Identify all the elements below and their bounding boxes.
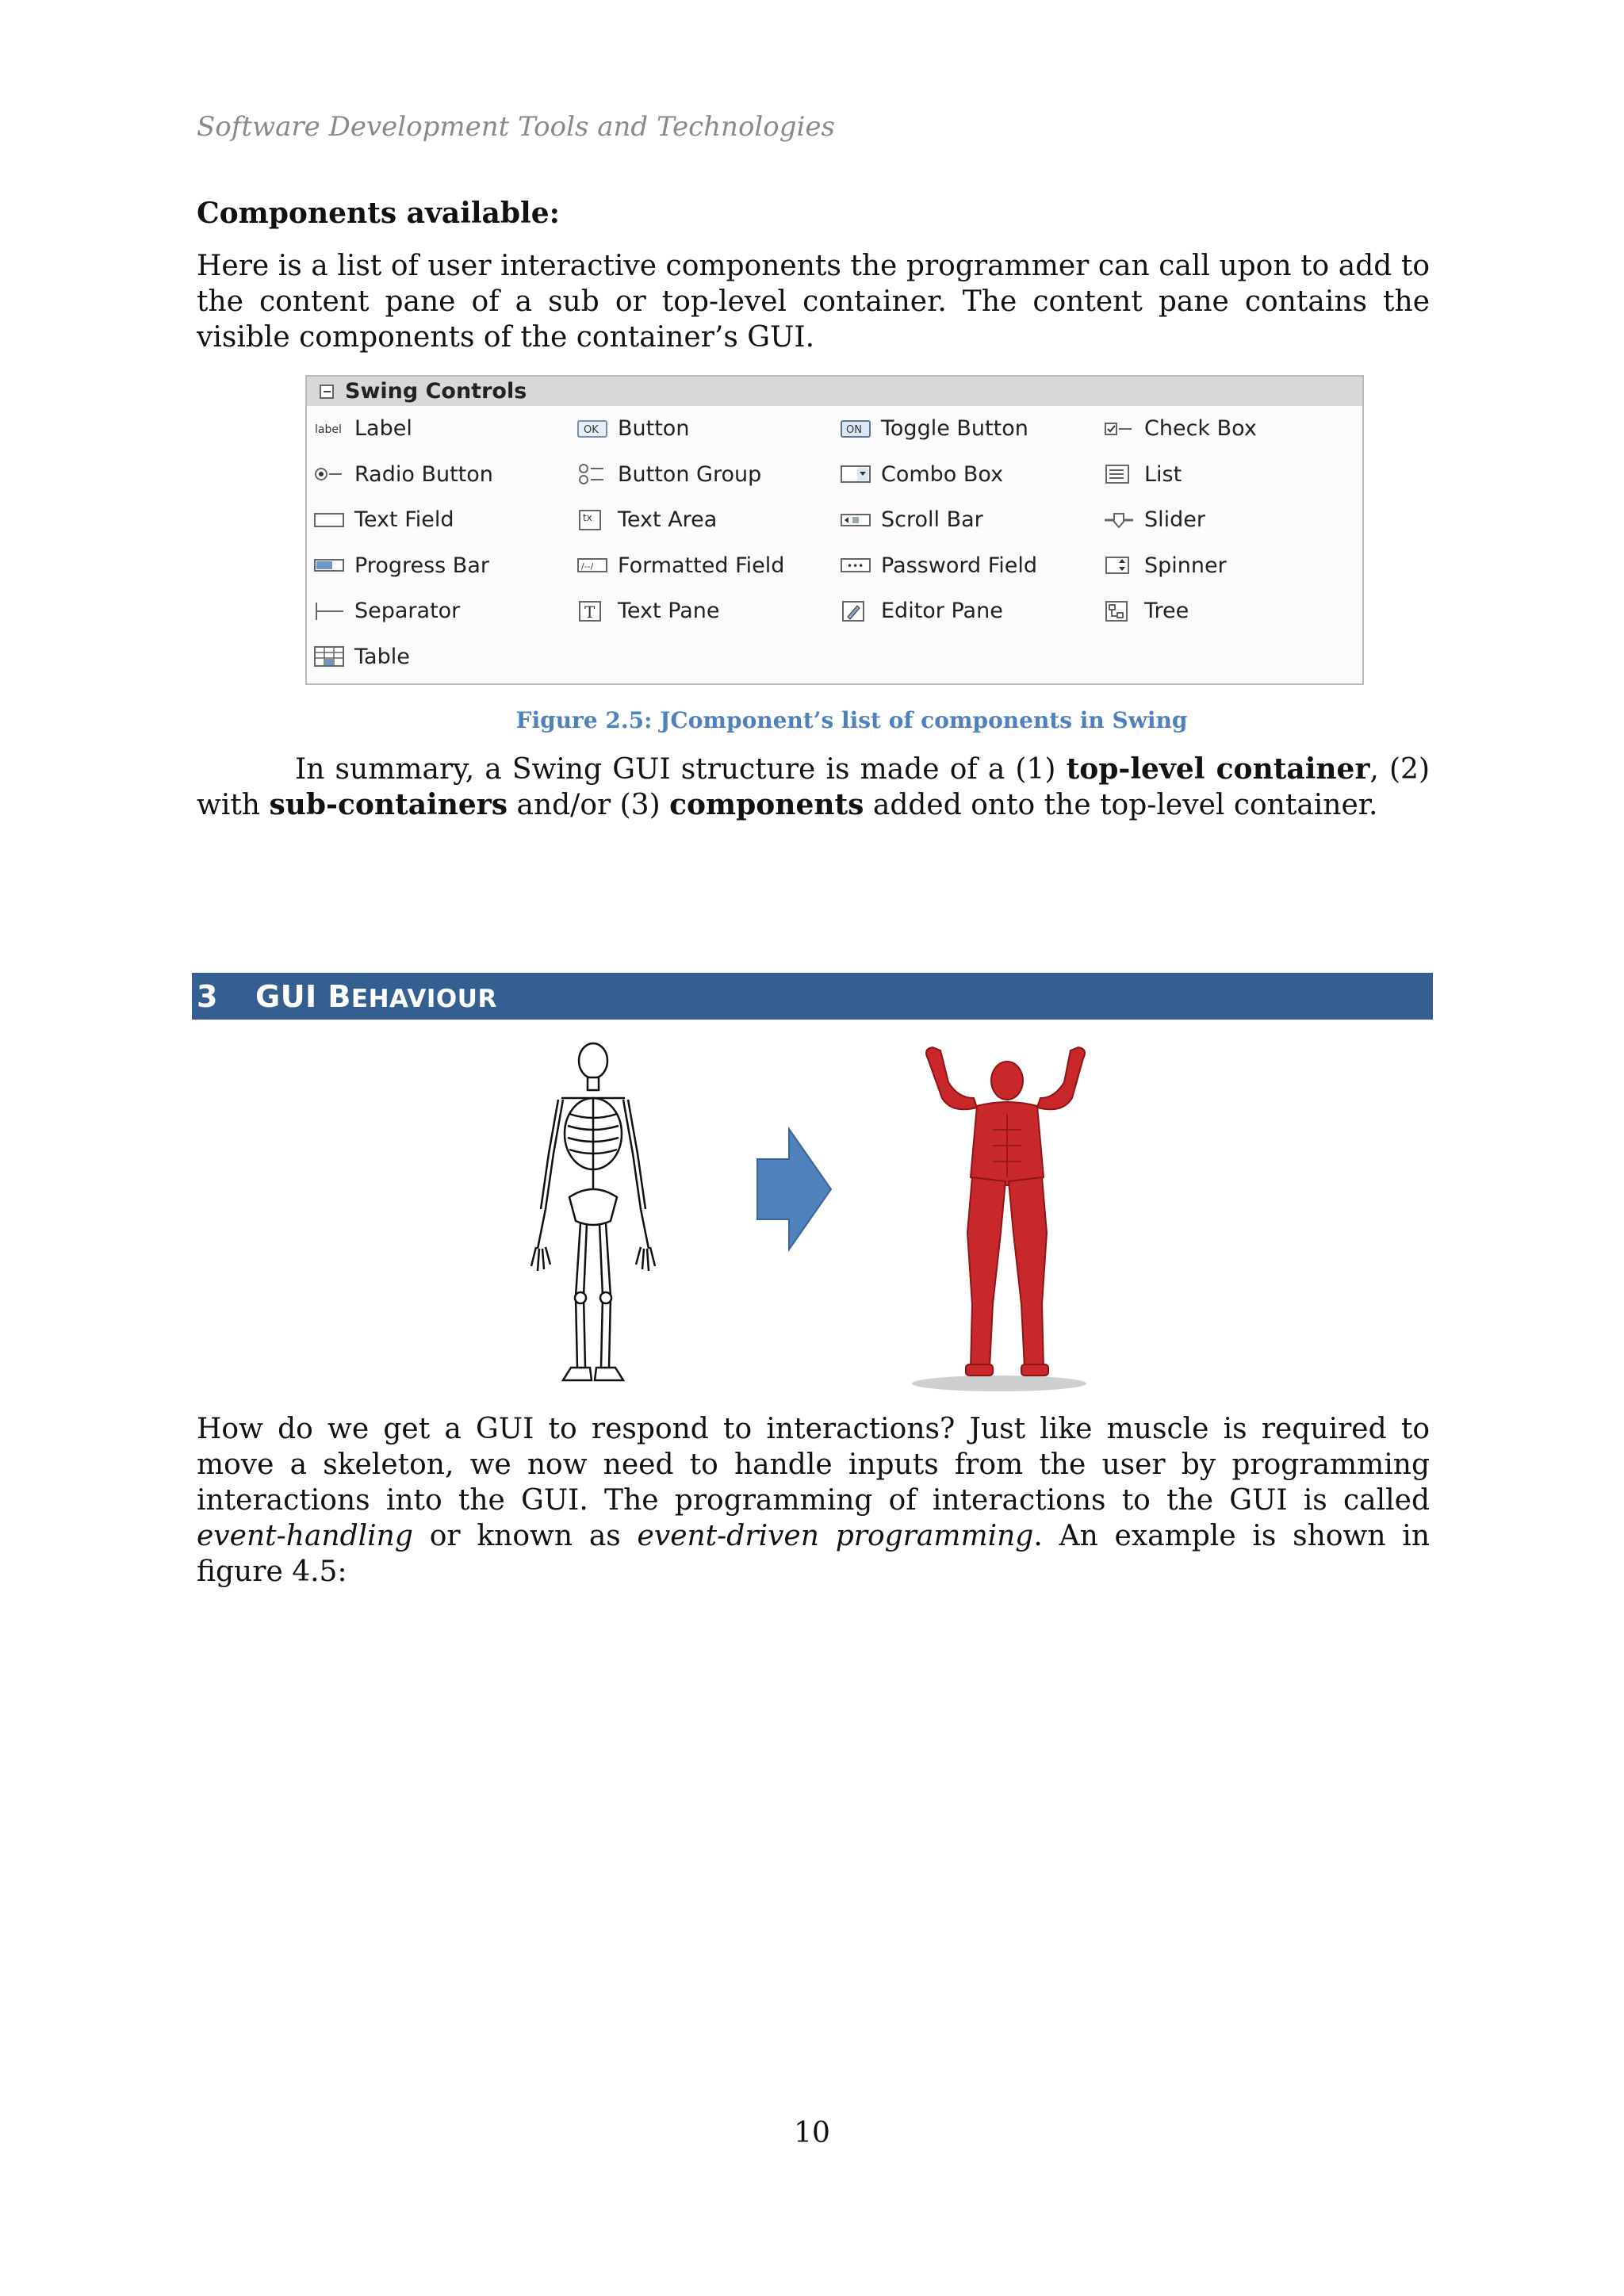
palette-item-label: Spinner	[1144, 553, 1227, 578]
palette-item-combo-box[interactable]	[840, 452, 1103, 498]
combo-box-icon	[840, 464, 871, 484]
svg-text:label: label	[315, 423, 342, 436]
palette-item-label: Table	[354, 644, 410, 669]
chapter-number: 3	[197, 978, 218, 1014]
page-number: 10	[794, 2117, 830, 2149]
radio-button-icon	[313, 464, 345, 484]
svg-text:ON: ON	[846, 423, 862, 436]
figure-caption: Figure 2.5: JComponent’s list of components in Swing	[515, 707, 1188, 733]
palette-item-label: Formatted Field	[618, 553, 785, 578]
palette-item-progress-bar[interactable]	[313, 543, 576, 589]
palette-item-label: Radio Button	[354, 461, 493, 487]
palette-item-label: Slider	[1144, 507, 1205, 533]
chapter-heading-bar	[192, 973, 1433, 1020]
separator-icon	[313, 601, 345, 622]
palette-item-tree[interactable]	[1103, 588, 1366, 634]
palette-item-text-pane[interactable]	[576, 588, 840, 634]
palette-item-label[interactable]	[313, 406, 576, 452]
palette-item-slider[interactable]	[1103, 497, 1366, 543]
event-handling-paragraph: How do we get a GUI to respond to interactions? Just like muscle is required to move a skeleton, we now need to handle inputs from the user by programming interactions into the GUI. The programming of interactions to the GUI is called event-handling or known as event-driven programming. An example is shown in figure 4.5:	[197, 1413, 1430, 1588]
palette-item-table[interactable]	[313, 634, 576, 680]
palette-item-toggle-button[interactable]	[840, 406, 1103, 452]
chapter-title: GUI BEHAVIOUR	[255, 978, 497, 1014]
table-icon	[313, 646, 345, 667]
palette-grid	[307, 406, 1362, 679]
palette-item-check-box[interactable]	[1103, 406, 1366, 452]
list-icon	[1103, 464, 1135, 484]
palette-item-spinner[interactable]	[1103, 543, 1366, 589]
intro-paragraph: Here is a list of user interactive components the programmer can call upon to add to the content pane of a sub or top-level container. The content pane contains the visible components of the container’s GUI.	[197, 250, 1430, 354]
palette-item-editor-pane[interactable]	[840, 588, 1103, 634]
palette-item-label: Tree	[1144, 599, 1189, 624]
editor-pane-icon	[840, 601, 871, 622]
svg-text:OK: OK	[584, 423, 599, 436]
palette-item-password-field[interactable]	[840, 543, 1103, 589]
text-field-icon	[313, 510, 345, 530]
palette-item-text-field[interactable]	[313, 497, 576, 543]
spinner-icon	[1103, 555, 1135, 576]
password-field-icon	[840, 555, 871, 576]
scroll-bar-icon	[840, 510, 871, 530]
button-group-icon	[576, 464, 608, 484]
palette-item-label: Combo Box	[881, 461, 1004, 487]
palette-item-button-group[interactable]	[576, 452, 840, 498]
button-icon	[576, 419, 608, 439]
palette-title-bar[interactable]	[307, 377, 1362, 406]
right-arrow-icon	[753, 1126, 833, 1253]
palette-item-label: Scroll Bar	[881, 507, 983, 533]
progress-bar-icon	[313, 555, 345, 576]
slider-icon	[1103, 510, 1135, 530]
swing-controls-palette	[305, 375, 1364, 685]
palette-item-formatted-field[interactable]	[576, 543, 840, 589]
formatted-field-icon	[576, 555, 608, 576]
text-pane-icon	[576, 601, 608, 622]
palette-item-label: Editor Pane	[881, 599, 1003, 624]
toggle-button-icon	[840, 419, 871, 439]
palette-item-label: Password Field	[881, 553, 1038, 578]
palette-item-button[interactable]	[576, 406, 840, 452]
svg-text:T: T	[584, 602, 596, 622]
palette-item-label: Progress Bar	[354, 553, 489, 578]
svg-text:tx: tx	[583, 511, 592, 523]
skeleton-illustration	[514, 1035, 672, 1391]
palette-item-list[interactable]	[1103, 452, 1366, 498]
palette-item-label: Toggle Button	[881, 416, 1028, 442]
text-area-icon	[576, 510, 608, 530]
tree-icon	[1103, 601, 1135, 622]
palette-item-label: Text Field	[354, 507, 454, 533]
palette-item-label: Button Group	[618, 461, 762, 487]
palette-item-separator[interactable]	[313, 588, 576, 634]
palette-item-label: Label	[354, 416, 412, 442]
section-heading: Components available:	[197, 197, 560, 230]
palette-title: Swing Controls	[345, 379, 527, 404]
label-icon	[313, 419, 345, 439]
svg-text:/--/: /--/	[581, 561, 594, 572]
svg-text:•••: •••	[847, 561, 864, 572]
palette-item-scroll-bar[interactable]	[840, 497, 1103, 543]
palette-item-label: Button	[618, 416, 690, 442]
palette-item-radio-button[interactable]	[313, 452, 576, 498]
palette-item-label: Text Area	[618, 507, 718, 533]
check-box-icon	[1103, 419, 1135, 439]
summary-paragraph: In summary, a Swing GUI structure is made of a (1) top-level container, (2) with sub-containers and/or (3) components added onto the top-level container.	[197, 752, 1430, 821]
palette-item-text-area[interactable]	[576, 497, 840, 543]
palette-item-label: List	[1144, 461, 1182, 487]
palette-item-label: Text Pane	[618, 599, 720, 624]
palette-item-label: Separator	[354, 599, 461, 624]
palette-item-label: Check Box	[1144, 416, 1257, 442]
collapse-icon[interactable]	[320, 385, 334, 399]
running-header: Software Development Tools and Technologies	[197, 111, 835, 143]
muscle-figure-illustration	[904, 1043, 1110, 1391]
